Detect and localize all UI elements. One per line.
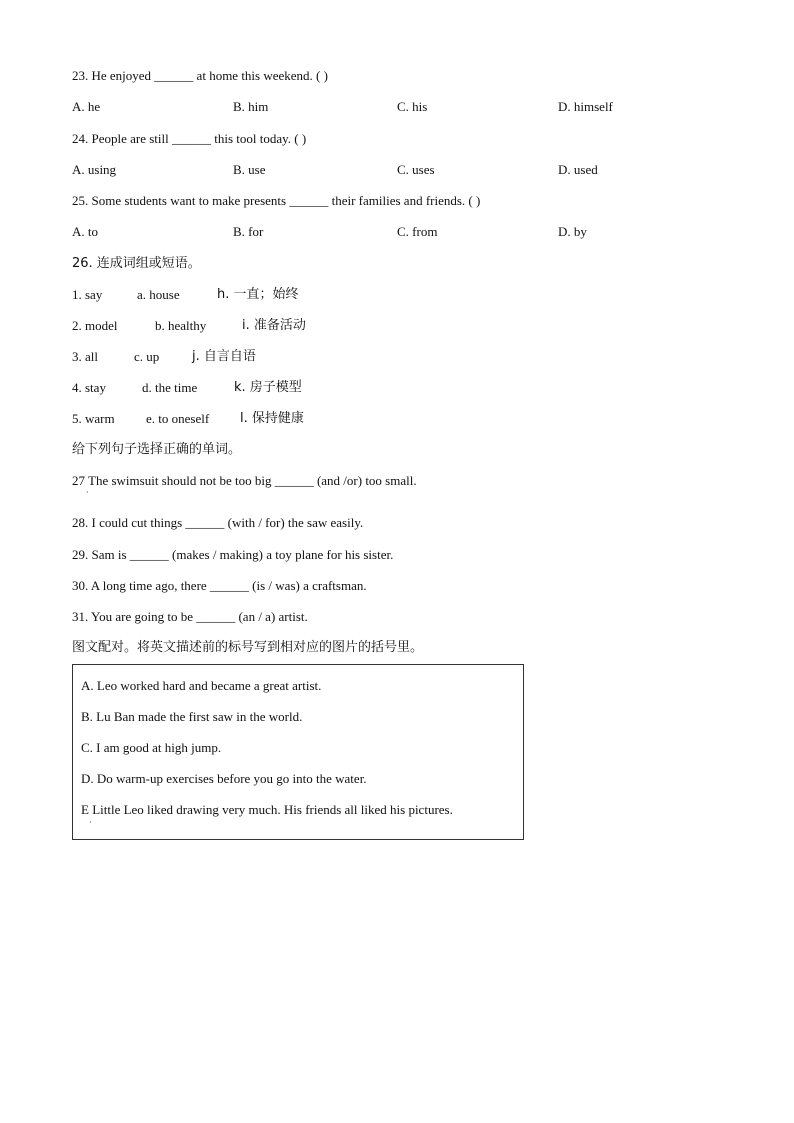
- option-b: B. use: [233, 162, 266, 177]
- description-e: E Little Leo liked drawing very much. His friends all liked his pictures.: [81, 802, 453, 817]
- mark: ·: [89, 818, 92, 827]
- option-a: A. he: [72, 99, 101, 114]
- match-word: 4. stay: [72, 380, 106, 395]
- description-a: A. Leo worked hard and became a great artist.: [81, 678, 322, 693]
- option-a: A. using: [72, 162, 117, 177]
- question-26-title: 26. 连成词组或短语。: [72, 256, 201, 271]
- question-23-options: [72, 99, 632, 115]
- match-meaning: i. 准备活动: [242, 318, 306, 333]
- fill-question-30: 30. A long time ago, there ______ (is / was) a craftsman.: [72, 578, 367, 593]
- match-word: 1. say: [72, 287, 103, 302]
- description-b: B. Lu Ban made the first saw in the world.: [81, 709, 303, 724]
- mark: ·: [86, 488, 89, 497]
- match-meaning: j. 自言自语: [192, 349, 256, 364]
- option-c: C. from: [397, 224, 438, 239]
- option-c: C. his: [397, 99, 428, 114]
- option-b: B. him: [233, 99, 269, 114]
- match-word: d. the time: [142, 380, 198, 395]
- match-word: 5. warm: [72, 411, 115, 426]
- description-d: D. Do warm-up exercises before you go into the water.: [81, 771, 367, 786]
- option-a: A. to: [72, 224, 98, 239]
- match-word: b. healthy: [155, 318, 207, 333]
- match-word: e. to oneself: [146, 411, 210, 426]
- fill-question-29: 29. Sam is ______ (makes / making) a toy plane for his sister.: [72, 547, 394, 562]
- question-25-options: [72, 224, 632, 240]
- option-d: D. by: [558, 224, 587, 239]
- description-c: C. I am good at high jump.: [81, 740, 222, 755]
- match-meaning: l. 保持健康: [240, 411, 304, 426]
- question-24-stem: 24. People are still ______ this tool today. ( ): [72, 131, 307, 146]
- description-box: [72, 664, 524, 840]
- section-heading-match: 图文配对。将英文描述前的标号写到相对应的图片的括号里。: [72, 640, 424, 655]
- match-word: c. up: [134, 349, 160, 364]
- option-b: B. for: [233, 224, 264, 239]
- fill-question-31: 31. You are going to be ______ (an / a) artist.: [72, 609, 308, 624]
- match-word: 3. all: [72, 349, 98, 364]
- match-meaning: h. 一直；始终: [217, 287, 299, 302]
- match-word: 2. model: [72, 318, 118, 333]
- question-23-stem: 23. He enjoyed ______ at home this weekend. ( ): [72, 68, 328, 83]
- option-d: D. used: [558, 162, 598, 177]
- section-heading-choose: 给下列句子选择正确的单词。: [72, 442, 242, 457]
- match-word: a. house: [137, 287, 180, 302]
- option-c: C. uses: [397, 162, 435, 177]
- question-24-options: [72, 162, 632, 178]
- option-d: D. himself: [558, 99, 613, 114]
- question-25-stem: 25. Some students want to make presents ______ their families and friends. ( ): [72, 193, 481, 208]
- match-meaning: k. 房子模型: [234, 380, 302, 395]
- fill-question-28: 28. I could cut things ______ (with / for) the saw easily.: [72, 515, 364, 530]
- fill-question-27: 27 The swimsuit should not be too big ______ (and /or) too small.: [72, 473, 417, 488]
